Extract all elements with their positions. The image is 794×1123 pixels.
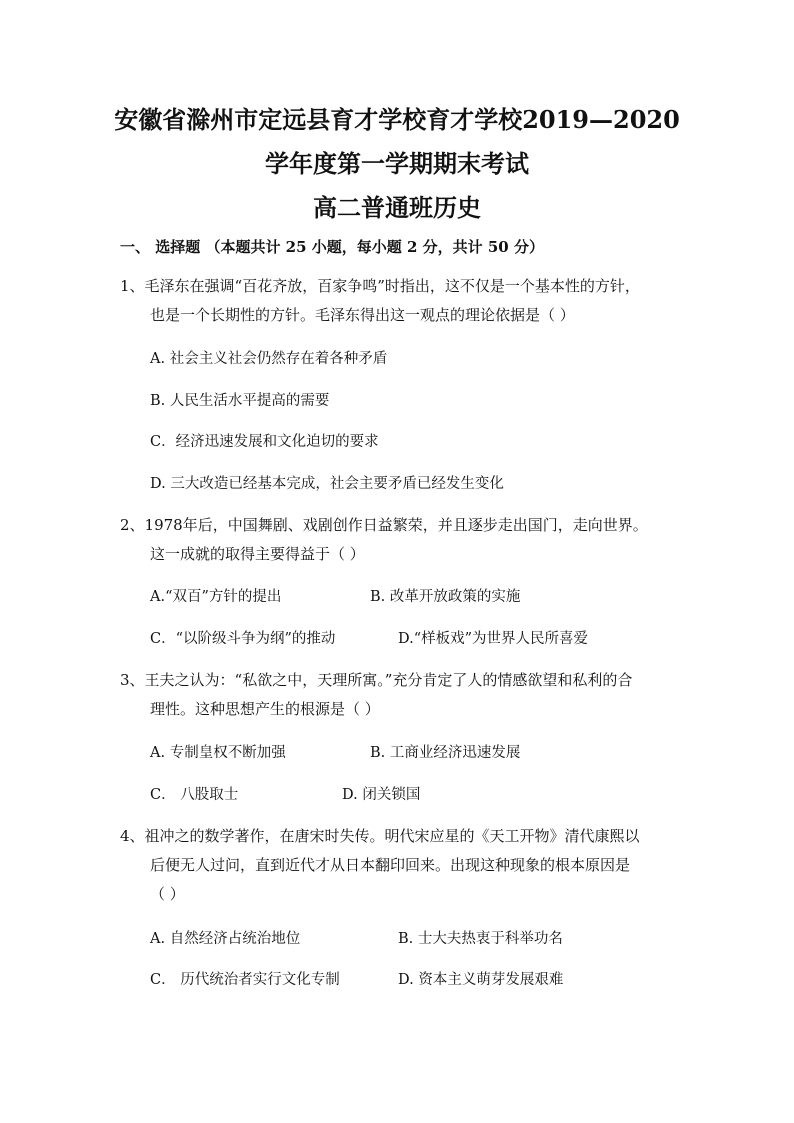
exam-title-line2: 学年度第一学期期末考试 bbox=[265, 149, 529, 178]
section-heading: 一、 选择题 （本题共计 25 小题，每小题 2 分，共计 50 分） bbox=[120, 238, 544, 256]
exam-subject-title: 高二普通班历史 bbox=[313, 193, 481, 222]
question-3-stem-line1: 3、王夫之认为：“私欲之中，天理所寓。”充分肯定了人的情感欲望和私利的合 bbox=[120, 671, 633, 689]
question-4-stem-line3: （ ） bbox=[150, 885, 185, 903]
question-1-option-a: A. 社会主义社会仍然存在着各种矛盾 bbox=[150, 351, 388, 367]
question-4-option-d: D. 资本主义萌芽发展艰难 bbox=[398, 972, 564, 988]
question-1-stem-line2: 也是一个长期性的方针。毛泽东得出这一观点的理论依据是（ ） bbox=[150, 306, 575, 324]
question-4-stem-line1: 4、祖冲之的数学著作，在唐宋时失传。明代宋应星的《天工开物》清代康熙以 bbox=[120, 827, 640, 845]
question-2-option-b: B. 改革开放政策的实施 bbox=[370, 589, 521, 605]
question-1-option-b: B. 人民生活水平提高的需要 bbox=[150, 393, 330, 409]
question-4-option-b: B. 士大夫热衷于科举功名 bbox=[398, 931, 563, 947]
question-4-option-a: A. 自然经济占统治地位 bbox=[150, 931, 301, 947]
question-1-option-d: D. 三大改造已经基本完成，社会主要矛盾已经发生变化 bbox=[150, 476, 504, 492]
question-2-stem-line2: 这一成就的取得主要得益于（ ） bbox=[150, 545, 365, 563]
question-3-stem-line2: 理性。这种思想产生的根源是（ ） bbox=[150, 700, 380, 718]
question-3-option-c: C． 八股取士 bbox=[150, 787, 239, 803]
question-3-option-d: D. 闭关锁国 bbox=[342, 787, 421, 803]
question-2-option-a: A.“双百”方针的提出 bbox=[150, 589, 282, 605]
question-1-option-c: C．经济迅速发展和文化迫切的要求 bbox=[150, 434, 379, 450]
question-4-option-c: C． 历代统治者实行文化专制 bbox=[150, 972, 340, 988]
question-3-option-b: B. 工商业经济迅速发展 bbox=[370, 745, 521, 761]
question-1-stem-line1: 1、毛泽东在强调“百花齐放，百家争鸣”时指出，这不仅是一个基本性的方针， bbox=[120, 277, 640, 295]
question-2-stem-line1: 2、1978年后，中国舞剧、戏剧创作日益繁荣，并且逐步走出国门，走向世界。 bbox=[120, 516, 648, 534]
question-2-option-c: C．“以阶级斗争为纲”的推动 bbox=[150, 631, 336, 647]
question-2-option-d: D.“样板戏”为世界人民所喜爱 bbox=[398, 631, 589, 647]
question-4-stem-line2: 后便无人过问，直到近代才从日本翻印回来。出现这种现象的根本原因是 bbox=[150, 856, 631, 874]
question-3-option-a: A. 专制皇权不断加强 bbox=[150, 745, 286, 761]
exam-title-line1: 安徽省滁州市定远县育才学校育才学校2019—2020 bbox=[114, 105, 680, 134]
